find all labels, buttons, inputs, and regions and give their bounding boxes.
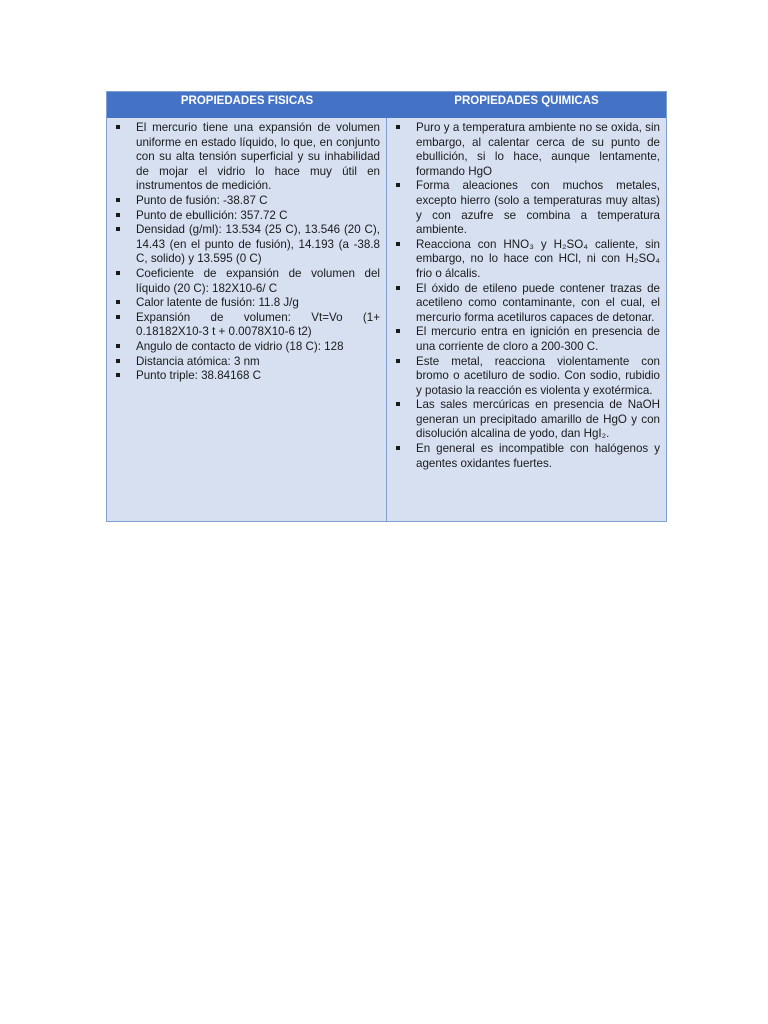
bullet-icon: [396, 183, 400, 187]
list-item: Forma aleaciones con muchos metales, excepto hierro (solo a temperaturas muy altas) y con azufre se combina a temperatura ambiente.: [393, 179, 660, 237]
bullet-icon: [116, 373, 120, 377]
bullet-icon: [396, 446, 400, 450]
bullet-icon: [116, 125, 120, 129]
bullet-icon: [116, 359, 120, 363]
list-item: Expansión de volumen: Vt=Vo (1+ 0.18182X10-3 t + 0.0078X10-6 t2): [113, 311, 380, 340]
list-item: El mercurio entra en ignición en presencia de una corriente de cloro a 200-300 C.: [393, 325, 660, 354]
table-body-row: [107, 118, 666, 521]
list-item: Densidad (g/ml): 13.534 (25 C), 13.546 (20 C), 14.43 (en el punto de fusión), 14.193 (a -38.8 C, solido) y 13.595 (0 C): [113, 223, 380, 267]
bullet-icon: [116, 300, 120, 304]
bullet-icon: [116, 315, 120, 319]
list-item: Angulo de contacto de vidrio (18 C): 128: [113, 340, 380, 355]
bullet-icon: [116, 213, 120, 217]
list-item: Calor latente de fusión: 11.8 J/g: [113, 296, 380, 311]
list-item: Punto de ebullición: 357.72 C: [113, 209, 380, 224]
list-item: Puro y a temperatura ambiente no se oxida, sin embargo, al calentar cerca de su punto de ebullición, si lo hace, aunque lentamente, formando HgO: [393, 121, 660, 179]
list-item: Este metal, reacciona violentamente con bromo o acetiluro de sodio. Con sodio, rubidio y potasio la reacción es violenta y exotérmica.: [393, 355, 660, 399]
list-item: Las sales mercúricas en presencia de NaOH generan un precipitado amarillo de HgO y con disolución alcalina de yodo, dan HgI₂.: [393, 398, 660, 442]
bullet-icon: [116, 271, 120, 275]
list-item: En general es incompatible con halógenos y agentes oxidantes fuertes.: [393, 442, 660, 471]
list-item: Punto de fusión: -38.87 C: [113, 194, 380, 209]
list-item: Coeficiente de expansión de volumen del líquido (20 C): 182X10-6/ C: [113, 267, 380, 296]
bullet-icon: [116, 198, 120, 202]
bullet-icon: [396, 286, 400, 290]
bullet-icon: [396, 125, 400, 129]
table-header-row: [107, 92, 666, 118]
list-item: Reacciona con HNO₃ y H₂SO₄ caliente, sin embargo, no lo hace con HCl, ni con H₂SO₄ frio o álcalis.: [393, 238, 660, 282]
bullet-icon: [396, 402, 400, 406]
bullet-icon: [396, 329, 400, 333]
bullet-icon: [396, 242, 400, 246]
properties-table: [106, 91, 667, 522]
bullet-icon: [116, 227, 120, 231]
bullet-icon: [116, 344, 120, 348]
fisicas-list: [113, 121, 380, 384]
quimicas-list: [393, 121, 660, 471]
header-fisicas: PROPIEDADES FISICAS: [180, 95, 314, 107]
header-quimicas: PROPIEDADES QUIMICAS: [454, 95, 599, 107]
list-item: El mercurio tiene una expansión de volumen uniforme en estado líquido, lo que, en conjunto con su alta tensión superficial y su inhabilidad de mojar el vidrio lo hace muy útil en instrumentos de medición.: [113, 121, 380, 194]
list-item: Punto triple: 38.84168 C: [113, 369, 380, 384]
quimicas-column: [387, 118, 666, 521]
list-item: El óxido de etileno puede contener trazas de acetileno como contaminante, con el cual, el mercurio forma acetiluros capaces de detonar.: [393, 282, 660, 326]
bullet-icon: [396, 359, 400, 363]
list-item: Distancia atómica: 3 nm: [113, 355, 380, 370]
fisicas-column: [107, 118, 387, 521]
